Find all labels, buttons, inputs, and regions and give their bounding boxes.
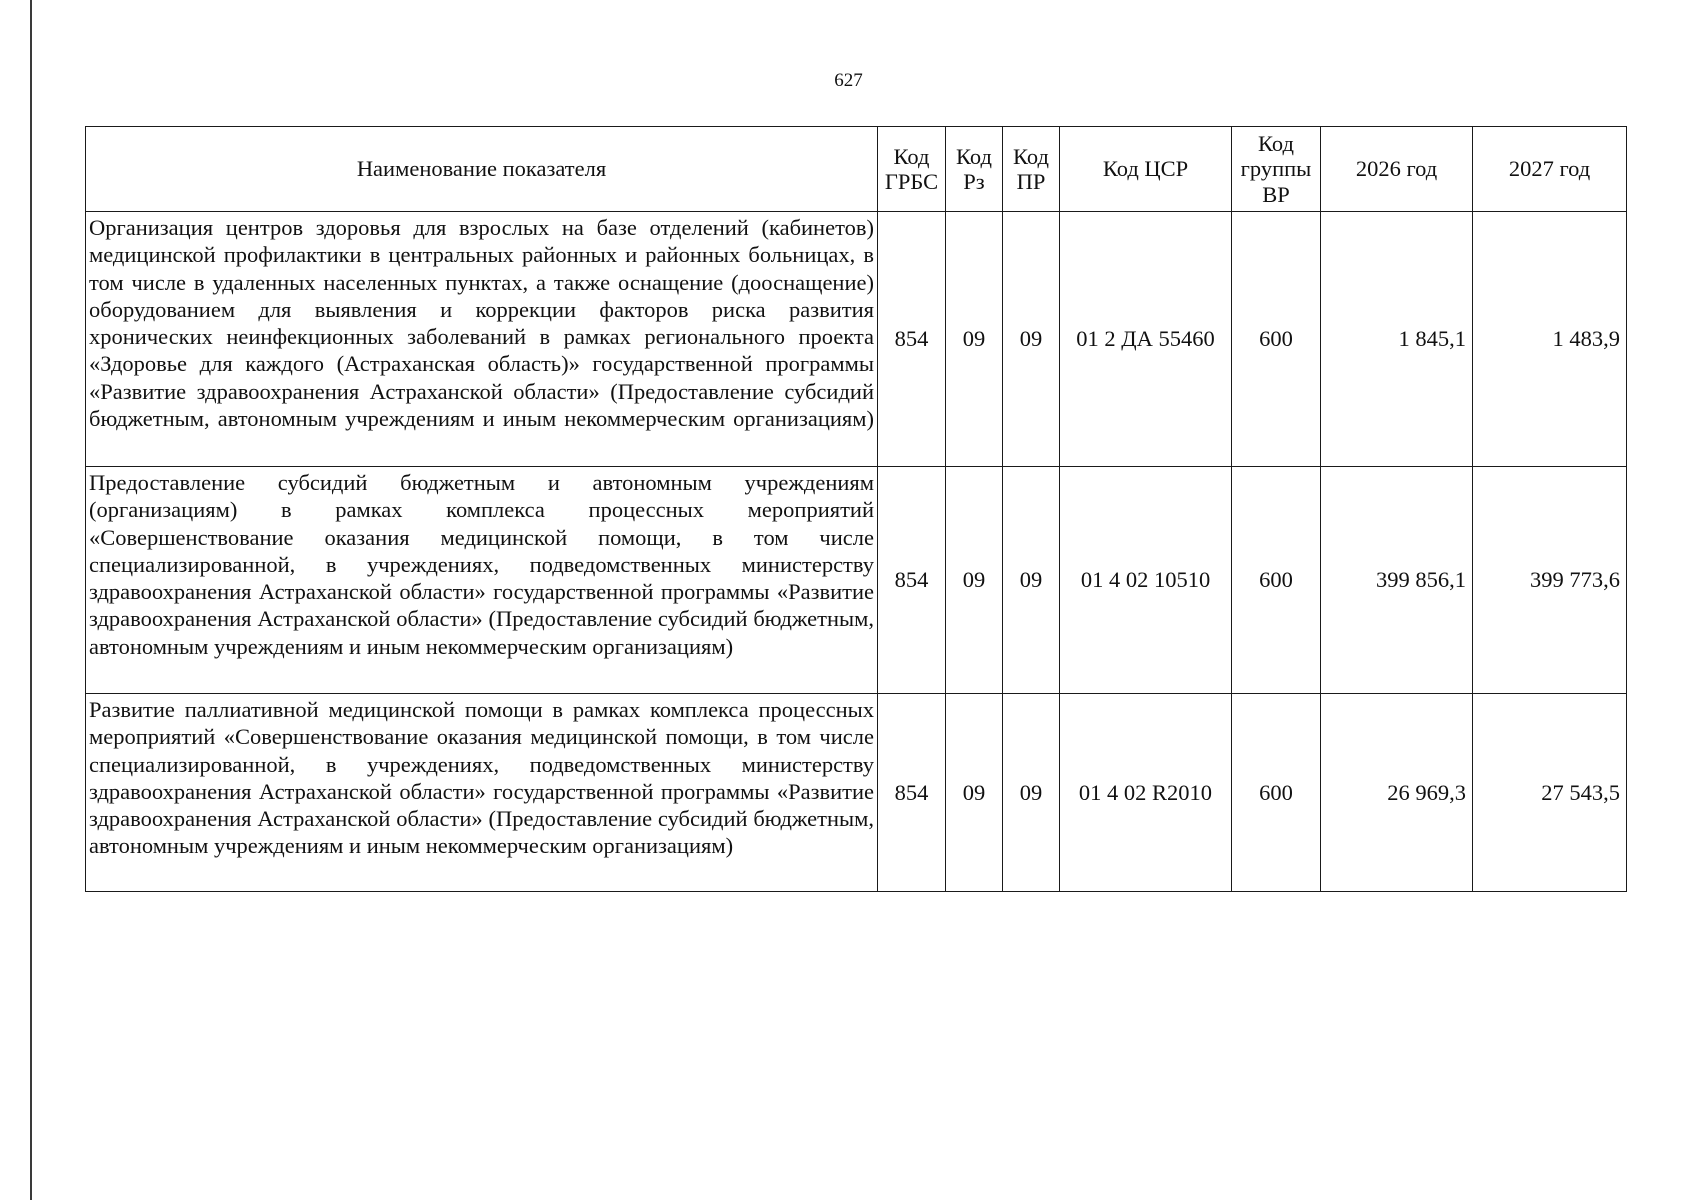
header-csr: Код ЦСР: [1060, 127, 1232, 212]
vr-code: 600: [1232, 694, 1321, 892]
table-row: [86, 694, 1627, 892]
table-row: [86, 212, 1627, 467]
header-vr: Код группы ВР: [1232, 127, 1321, 212]
csr-code: 01 4 02 10510: [1060, 467, 1232, 694]
rz-code: 09: [946, 467, 1003, 694]
vr-code: 600: [1232, 467, 1321, 694]
header-2027: 2027 год: [1473, 127, 1627, 212]
pr-code: 09: [1003, 212, 1060, 467]
amount-2026: 1 845,1: [1321, 212, 1473, 467]
amount-2026: 26 969,3: [1321, 694, 1473, 892]
grbs-code: 854: [878, 467, 946, 694]
csr-code: 01 4 02 R2010: [1060, 694, 1232, 892]
scan-binding-line: [30, 0, 32, 1200]
vr-code: 600: [1232, 212, 1321, 467]
rz-code: 09: [946, 694, 1003, 892]
indicator-name: Организация центров здоровья для взрослых на базе отделений (кабинетов) медицинской профилактики в центральных районных и районных больницах, в том числе в удаленных населенных пунктах, а также оснащение (дооснащение) оборудованием для выявления и коррекции факторов риска развития хронических неинфекционных заболеваний в рамках регионального проекта «Здоровье для каждого (Астраханская область)» государственной программы «Развитие здравоохранения Астраханской области» (Предоставление субсидий бюджетным, автономным учреждениям и иным некоммерческим организациям): [86, 212, 878, 467]
header-rz: Код Рз: [946, 127, 1003, 212]
csr-code: 01 2 ДА 55460: [1060, 212, 1232, 467]
amount-2026: 399 856,1: [1321, 467, 1473, 694]
amount-2027: 1 483,9: [1473, 212, 1627, 467]
amount-2027: 399 773,6: [1473, 467, 1627, 694]
table-row: [86, 467, 1627, 694]
header-2026: 2026 год: [1321, 127, 1473, 212]
indicator-name: Развитие паллиативной медицинской помощи в рамках комплекса процессных мероприятий «Совершенствование оказания медицинской помощи, в том числе специализированной, в учреждениях, подведомственных министерству здравоохранения Астраханской области» государственной программы «Развитие здравоохранения Астраханской области» (Предоставление субсидий бюджетным, автономным учреждениям и иным некоммерческим организациям): [86, 694, 878, 892]
amount-2027: 27 543,5: [1473, 694, 1627, 892]
header-name: Наименование показателя: [86, 127, 878, 212]
page-number: 627: [834, 70, 863, 91]
rz-code: 09: [946, 212, 1003, 467]
table-header-row: [86, 127, 1627, 212]
pr-code: 09: [1003, 694, 1060, 892]
indicator-name: Предоставление субсидий бюджетным и автономным учреждениям (организациям) в рамках комплекса процессных мероприятий «Совершенствование оказания медицинской помощи, в том числе специализированной, в учреждениях, подведомственных министерству здравоохранения Астраханской области» государственной программы «Развитие здравоохранения Астраханской области» (Предоставление субсидий бюджетным, автономным учреждениям и иным некоммерческим организациям): [86, 467, 878, 694]
header-pr: Код ПР: [1003, 127, 1060, 212]
pr-code: 09: [1003, 467, 1060, 694]
header-grbs: Код ГРБС: [878, 127, 946, 212]
budget-table: [85, 126, 1627, 892]
grbs-code: 854: [878, 694, 946, 892]
grbs-code: 854: [878, 212, 946, 467]
